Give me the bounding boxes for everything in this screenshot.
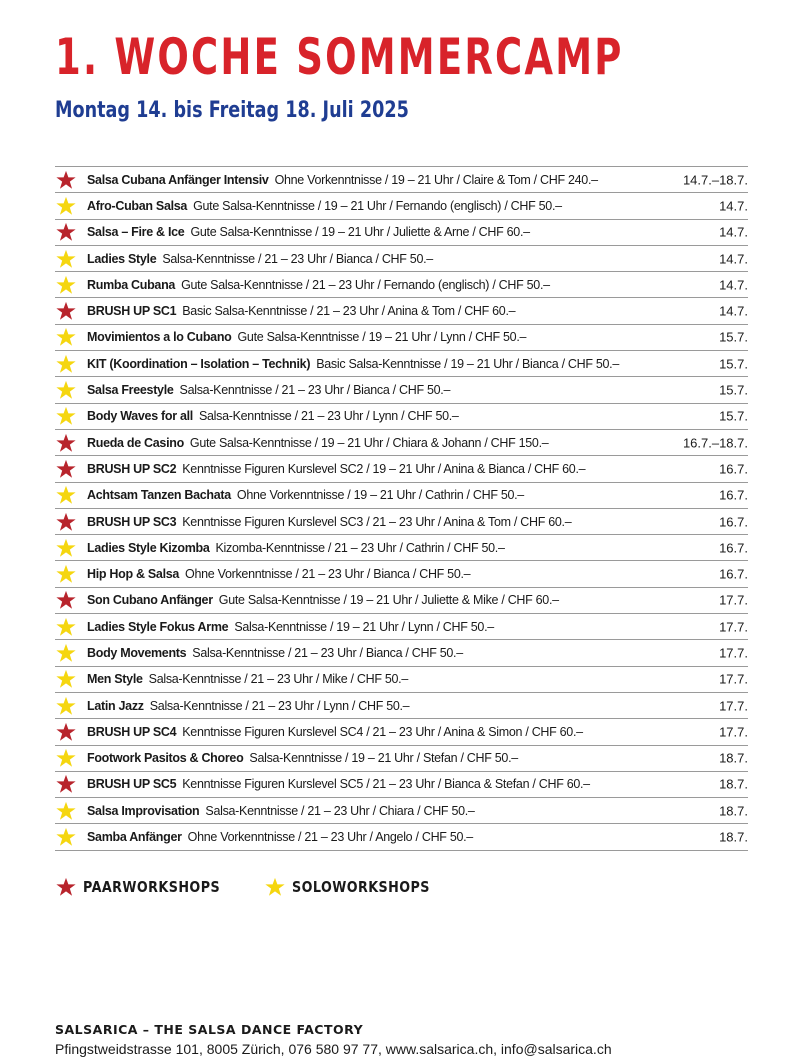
workshop-text (87, 515, 571, 529)
workshop-date: 14.7.–18.7. (682, 172, 748, 188)
workshop-details: Gute Salsa-Kenntnisse / 19 – 21 Uhr / Juliette & Mike / CHF 60.– (218, 593, 559, 608)
workshop-date: 16.7. (719, 487, 748, 503)
workshop-details: Salsa-Kenntnisse / 21 – 23 Uhr / Lynn / CHF 50.– (149, 698, 410, 713)
workshop-date: 15.7. (719, 382, 748, 398)
workshop-name: BRUSH UP SC3 (87, 514, 177, 529)
workshop-row (55, 483, 748, 509)
workshop-name: Ladies Style Fokus Arme (87, 619, 229, 634)
workshop-date: 17.7. (719, 592, 748, 608)
workshop-details: Basic Salsa-Kenntnisse / 21 – 23 Uhr / Anina & Tom / CHF 60.– (182, 304, 516, 319)
workshop-details: Ohne Vorkenntnisse / 21 – 23 Uhr / Bianca / CHF 50.– (185, 567, 471, 582)
workshop-details: Salsa-Kenntnisse / 21 – 23 Uhr / Bianca / CHF 50.– (162, 251, 433, 266)
workshop-text (87, 199, 562, 213)
workshop-row (55, 561, 748, 587)
solo-star-icon (55, 274, 77, 296)
workshop-date: 15.7. (719, 329, 748, 345)
workshop-details: Ohne Vorkenntnisse / 19 – 21 Uhr / Cathrin / CHF 50.– (236, 488, 524, 503)
workshop-date: 17.7. (719, 645, 748, 661)
workshop-details: Kenntnisse Figuren Kurslevel SC5 / 21 – 23 Uhr / Bianca & Stefan / CHF 60.– (182, 777, 590, 792)
workshop-row (55, 772, 748, 798)
solo-star-icon (55, 379, 77, 401)
workshop-date: 17.7. (719, 698, 748, 714)
solo-star-icon (55, 800, 77, 822)
workshop-details: Salsa-Kenntnisse / 21 – 23 Uhr / Bianca / CHF 50.– (192, 645, 463, 660)
solo-star-icon (55, 563, 77, 585)
workshop-name: Men Style (87, 672, 143, 687)
legend-paar-label: PAARWORKSHOPS (83, 878, 221, 896)
workshop-row (55, 667, 748, 693)
solo-star-icon (55, 616, 77, 638)
solo-star-icon (55, 826, 77, 848)
workshop-text (87, 409, 459, 423)
solo-star-icon (264, 876, 286, 898)
workshop-row (55, 614, 748, 640)
workshop-list (55, 166, 748, 851)
workshop-details: Gute Salsa-Kenntnisse / 19 – 21 Uhr / Fernando (englisch) / CHF 50.– (193, 198, 562, 213)
workshop-name: BRUSH UP SC5 (87, 777, 177, 792)
paar-star-icon (55, 773, 77, 795)
workshop-text (87, 646, 463, 660)
workshop-text (87, 252, 433, 266)
workshop-date: 18.7. (719, 750, 748, 766)
workshop-text (87, 462, 585, 476)
workshop-text (87, 725, 583, 739)
workshop-name: Footwork Pasitos & Choreo (87, 751, 244, 766)
workshop-date: 16.7.–18.7. (682, 435, 748, 451)
solo-star-icon (55, 248, 77, 270)
workshop-row (55, 746, 748, 772)
paar-star-icon (55, 589, 77, 611)
legend (55, 876, 474, 898)
workshop-name: Achtsam Tanzen Bachata (87, 488, 231, 503)
workshop-text (87, 383, 450, 397)
workshop-name: BRUSH UP SC4 (87, 724, 177, 739)
workshop-details: Salsa-Kenntnisse / 21 – 23 Uhr / Lynn / CHF 50.– (198, 409, 459, 424)
paar-star-icon (55, 511, 77, 533)
workshop-name: Rueda de Casino (87, 435, 184, 450)
paar-star-icon (55, 169, 77, 191)
solo-star-icon (55, 642, 77, 664)
workshop-name: Rumba Cubana (87, 277, 176, 292)
workshop-text (87, 436, 548, 450)
workshop-text (87, 751, 518, 765)
workshop-date: 15.7. (719, 356, 748, 372)
workshop-name: Ladies Style Kizomba (87, 540, 210, 555)
footer-address: Pfingstweidstrasse 101, 8005 Zürich, 076 580 97 77, www.salsarica.ch, info@salsarica.ch (55, 1041, 612, 1057)
workshop-name: BRUSH UP SC2 (87, 461, 177, 476)
workshop-text (87, 672, 408, 686)
workshop-details: Gute Salsa-Kenntnisse / 19 – 21 Uhr / Juliette & Arne / CHF 60.– (190, 225, 530, 240)
workshop-text (87, 330, 526, 344)
workshop-row (55, 509, 748, 535)
solo-star-icon (55, 353, 77, 375)
workshop-text (87, 593, 559, 607)
workshop-row (55, 535, 748, 561)
workshop-date: 14.7. (719, 277, 748, 293)
workshop-row (55, 377, 748, 403)
solo-star-icon (55, 668, 77, 690)
workshop-date: 16.7. (719, 461, 748, 477)
workshop-row (55, 167, 748, 193)
workshop-text (87, 225, 530, 239)
workshop-text (87, 278, 550, 292)
workshop-details: Ohne Vorkenntnisse / 21 – 23 Uhr / Angelo / CHF 50.– (187, 830, 473, 845)
solo-star-icon (55, 195, 77, 217)
workshop-date: 18.7. (719, 776, 748, 792)
solo-star-icon (55, 484, 77, 506)
footer-company: SALSARICA – THE SALSA DANCE FACTORY (55, 1022, 364, 1037)
workshop-name: Ladies Style (87, 251, 157, 266)
workshop-date: 16.7. (719, 566, 748, 582)
workshop-name: Salsa Improvisation (87, 803, 200, 818)
workshop-details: Salsa-Kenntnisse / 21 – 23 Uhr / Mike / CHF 50.– (148, 672, 408, 687)
workshop-row (55, 430, 748, 456)
workshop-date: 15.7. (719, 408, 748, 424)
workshop-name: Body Movements (87, 645, 187, 660)
workshop-row (55, 719, 748, 745)
workshop-details: Basic Salsa-Kenntnisse / 19 – 21 Uhr / Bianca / CHF 50.– (316, 356, 620, 371)
workshop-details: Salsa-Kenntnisse / 21 – 23 Uhr / Chiara / CHF 50.– (205, 803, 475, 818)
workshop-row (55, 456, 748, 482)
solo-star-icon (55, 695, 77, 717)
workshop-name: BRUSH UP SC1 (87, 304, 177, 319)
workshop-row (55, 220, 748, 246)
workshop-details: Gute Salsa-Kenntnisse / 19 – 21 Uhr / Lynn / CHF 50.– (237, 330, 527, 345)
workshop-details: Salsa-Kenntnisse / 21 – 23 Uhr / Bianca / CHF 50.– (179, 383, 451, 398)
workshop-name: Samba Anfänger (87, 830, 182, 845)
workshop-row (55, 246, 748, 272)
workshop-name: Afro-Cuban Salsa (87, 198, 188, 213)
workshop-details: Ohne Vorkenntnisse / 19 – 21 Uhr / Claire & Tom / CHF 240.– (274, 172, 598, 187)
workshop-details: Kenntnisse Figuren Kurslevel SC3 / 21 – 23 Uhr / Anina & Tom / CHF 60.– (182, 514, 572, 529)
workshop-date: 14.7. (719, 251, 748, 267)
workshop-name: Body Waves for all (87, 409, 193, 424)
paar-star-icon (55, 300, 77, 322)
workshop-text (87, 699, 409, 713)
workshop-text (87, 173, 598, 187)
workshop-details: Salsa-Kenntnisse / 19 – 21 Uhr / Stefan / CHF 50.– (249, 751, 518, 766)
workshop-name: Salsa Freestyle (87, 383, 174, 398)
workshop-row (55, 588, 748, 614)
workshop-date: 18.7. (719, 829, 748, 845)
paar-star-icon (55, 432, 77, 454)
workshop-row (55, 351, 748, 377)
solo-star-icon (55, 537, 77, 559)
workshop-name: Salsa – Fire & Ice (87, 225, 185, 240)
workshop-row (55, 298, 748, 324)
workshop-row (55, 693, 748, 719)
workshop-row (55, 404, 748, 430)
page-subtitle: Montag 14. bis Freitag 18. Juli 2025 (55, 98, 409, 123)
workshop-text (87, 804, 475, 818)
workshop-name: Salsa Cubana Anfänger Intensiv (87, 172, 269, 187)
solo-star-icon (55, 747, 77, 769)
workshop-date: 14.7. (719, 198, 748, 214)
workshop-details: Kenntnisse Figuren Kurslevel SC4 / 21 – 23 Uhr / Anina & Simon / CHF 60.– (182, 724, 583, 739)
workshop-text (87, 830, 473, 844)
workshop-row (55, 272, 748, 298)
workshop-text (87, 357, 619, 371)
workshop-date: 14.7. (719, 224, 748, 240)
workshop-row (55, 193, 748, 219)
solo-star-icon (55, 326, 77, 348)
workshop-name: Latin Jazz (87, 698, 144, 713)
workshop-text (87, 620, 494, 634)
workshop-text (87, 567, 470, 581)
workshop-text (87, 777, 590, 791)
workshop-date: 17.7. (719, 724, 748, 740)
workshop-details: Kizomba-Kenntnisse / 21 – 23 Uhr / Cathrin / CHF 50.– (215, 540, 505, 555)
workshop-row (55, 325, 748, 351)
workshop-text (87, 304, 515, 318)
paar-star-icon (55, 458, 77, 480)
workshop-text (87, 488, 524, 502)
workshop-details: Gute Salsa-Kenntnisse / 21 – 23 Uhr / Fernando (englisch) / CHF 50.– (181, 277, 550, 292)
paar-star-icon (55, 721, 77, 743)
workshop-date: 17.7. (719, 671, 748, 687)
workshop-date: 18.7. (719, 803, 748, 819)
workshop-name: Movimientos a lo Cubano (87, 330, 232, 345)
workshop-date: 16.7. (719, 514, 748, 529)
workshop-details: Kenntnisse Figuren Kurslevel SC2 / 19 – 21 Uhr / Anina & Bianca / CHF 60.– (182, 461, 586, 476)
workshop-name: Hip Hop & Salsa (87, 567, 180, 582)
paar-star-icon (55, 876, 77, 898)
paar-star-icon (55, 221, 77, 243)
workshop-name: Son Cubano Anfänger (87, 593, 213, 608)
workshop-details: Gute Salsa-Kenntnisse / 19 – 21 Uhr / Chiara & Johann / CHF 150.– (189, 435, 549, 450)
page-title: 1. WOCHE SOMMERCAMP (55, 28, 624, 86)
workshop-details: Salsa-Kenntnisse / 19 – 21 Uhr / Lynn / CHF 50.– (234, 619, 494, 634)
workshop-date: 17.7. (719, 619, 748, 635)
workshop-date: 16.7. (719, 540, 748, 556)
workshop-row (55, 640, 748, 666)
workshop-date: 14.7. (719, 303, 748, 319)
legend-solo-label: SOLOWORKSHOPS (292, 878, 431, 896)
workshop-row (55, 824, 748, 850)
workshop-row (55, 798, 748, 824)
workshop-text (87, 541, 505, 555)
workshop-name: KIT (Koordination – Isolation – Technik) (87, 356, 311, 371)
solo-star-icon (55, 405, 77, 427)
